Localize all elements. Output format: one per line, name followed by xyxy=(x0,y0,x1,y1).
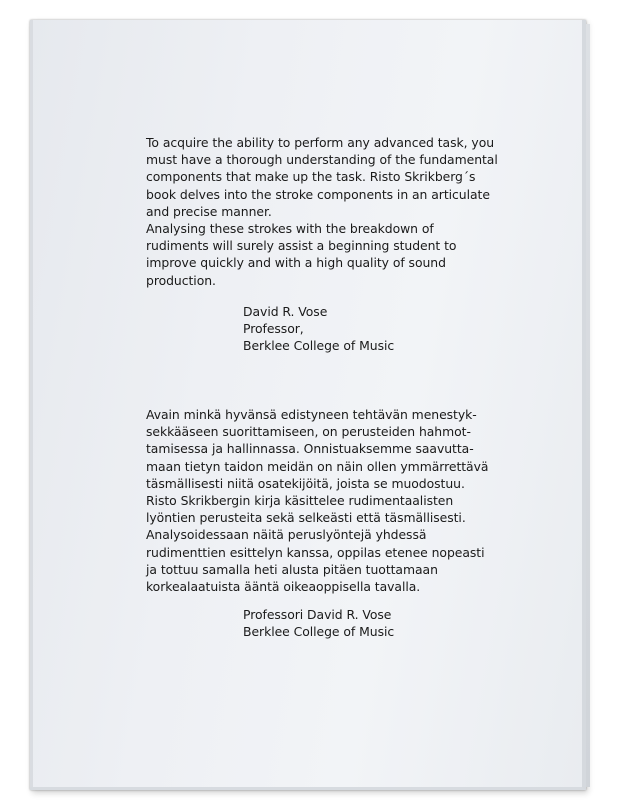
booklet-page xyxy=(30,20,586,790)
finnish-line: Risto Skrikbergin kirja käsittelee rudimentaalisten xyxy=(146,493,454,509)
signature-title: Professor, xyxy=(243,321,304,337)
english-signature xyxy=(243,303,394,355)
finnish-line: maan tietyn taidon meidän on näin ollen ymmärrettävä xyxy=(146,458,489,474)
booklet-spine xyxy=(30,20,33,787)
english-paragraph xyxy=(146,134,498,289)
finnish-line: tamisessa ja hallinnassa. Onnistuaksemme saavutta- xyxy=(146,441,474,457)
signature-name: David R. Vose xyxy=(243,304,328,319)
english-line: must have a thorough understanding of the fundamental xyxy=(146,152,498,168)
signature-institution: Berklee College of Music xyxy=(243,624,395,640)
english-line: improve quickly and with a high quality of sound xyxy=(146,255,446,271)
finnish-line: Analysoidessaan näitä peruslyöntejä yhdessä xyxy=(146,527,427,543)
finnish-line: korkealaatuista ääntä oikeaoppisella tavalla. xyxy=(146,579,421,595)
english-line: Analysing these strokes with the breakdown of xyxy=(146,221,434,237)
finnish-signature xyxy=(243,606,394,640)
finnish-line: täsmällisesti niitä osatekijöitä, joista se muodostuu. xyxy=(146,475,465,491)
booklet-page-edge xyxy=(586,24,590,787)
finnish-line: rudimenttien esittelyn kanssa, oppilas etenee nopeasti xyxy=(146,544,485,560)
finnish-paragraph xyxy=(146,406,488,595)
signature-institution: Berklee College of Music xyxy=(243,338,395,354)
finnish-line: Avain minkä hyvänsä edistyneen tehtävän menestyk- xyxy=(146,407,477,422)
english-line: production. xyxy=(146,272,216,288)
signature-name: Professori David R. Vose xyxy=(243,607,392,622)
english-line: rudiments will surely assist a beginning student to xyxy=(146,238,457,254)
english-line: book delves into the stroke components in an articulate xyxy=(146,186,490,202)
english-line: components that make up the task. Risto Skrikberg´s xyxy=(146,169,476,185)
english-line: To acquire the ability to perform any advanced task, you xyxy=(146,135,495,150)
finnish-line: lyöntien perusteita sekä selkeästi että täsmällisesti. xyxy=(146,510,466,526)
finnish-line: ja tottuu samalla heti alusta pitäen tuottamaan xyxy=(146,561,438,577)
english-line: and precise manner. xyxy=(146,203,272,219)
finnish-line: sekkääseen suorittamiseen, on perusteiden hahmot- xyxy=(146,424,471,440)
